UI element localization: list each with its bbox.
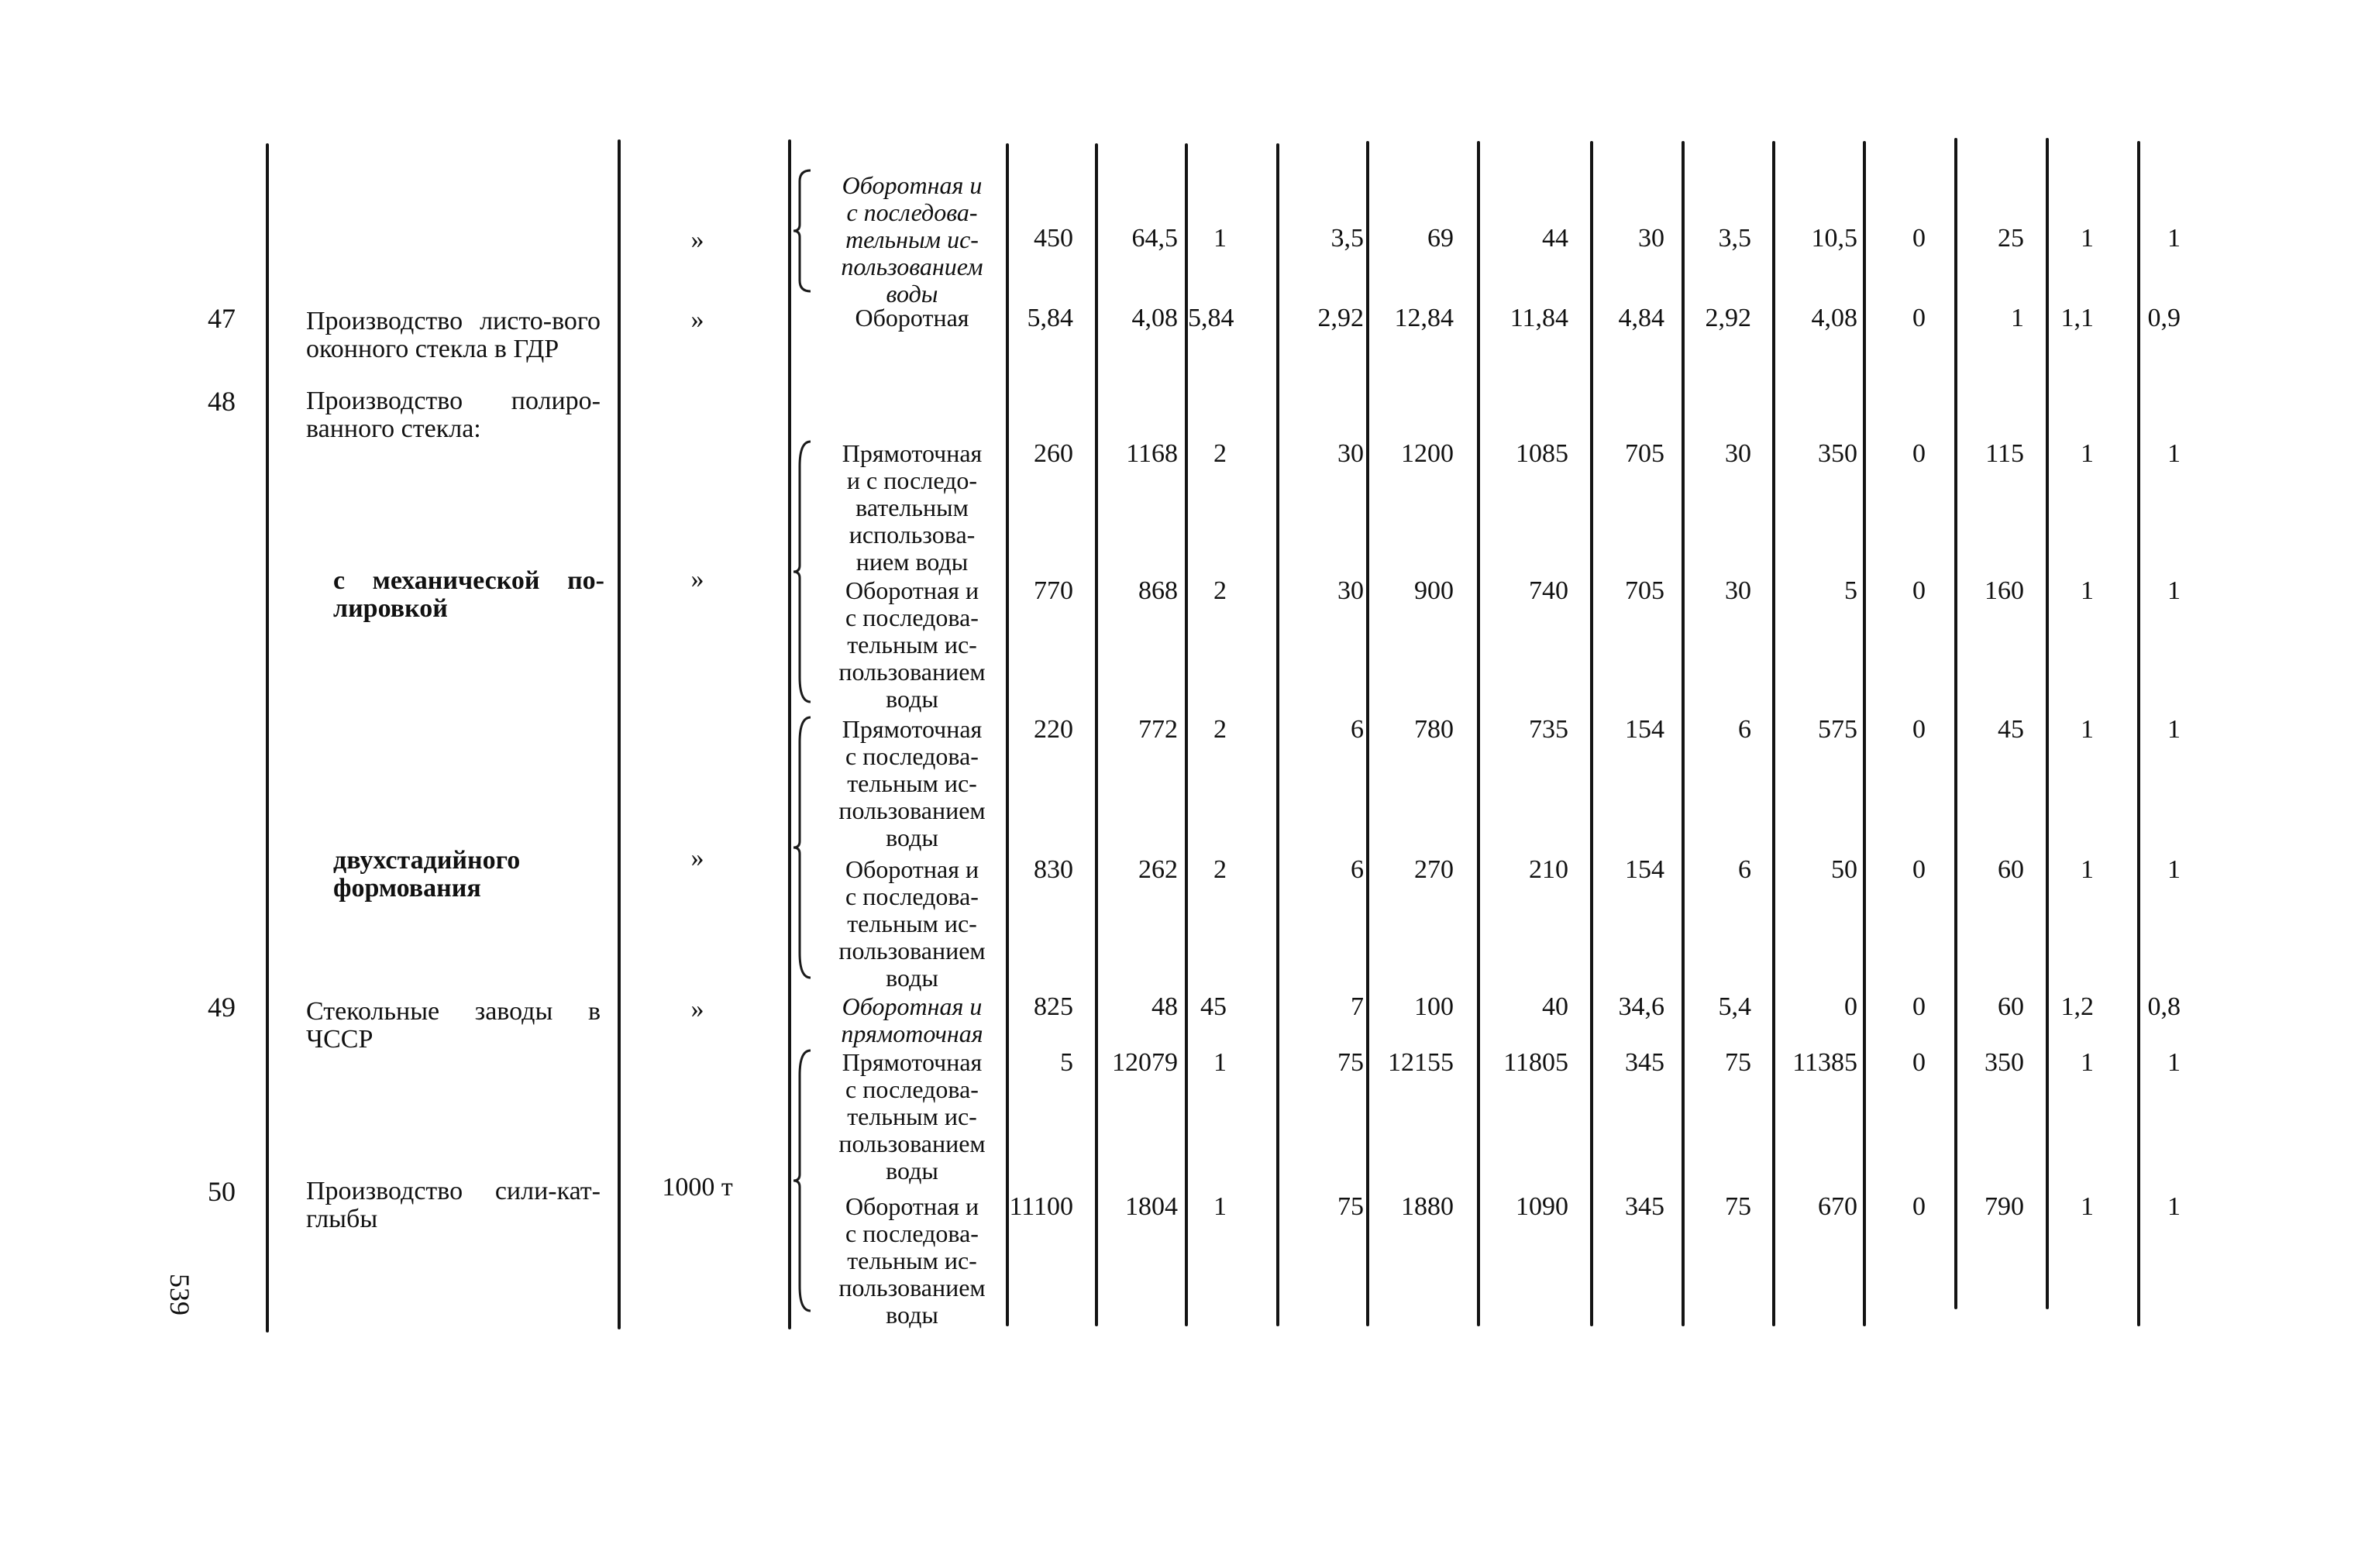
table-cell: 45 [1998,715,2024,744]
table-cell: 770 [1034,576,1073,605]
table-cell: 0 [1912,576,1926,605]
row-number: 49 [208,992,236,1023]
table-cell: 0 [1912,439,1926,468]
brace-mark [792,169,815,293]
table-cell: 25 [1998,224,2024,253]
table-cell: 1,1 [2060,304,2094,332]
brace-mark [792,1049,815,1312]
table-cell: 30 [1337,439,1364,468]
row-number: 47 [208,303,236,334]
table-cell: 11385 [1792,1048,1857,1077]
column-rule [788,139,791,1329]
table-cell: 0 [1912,1192,1926,1221]
table-cell: 868 [1138,576,1178,605]
water-scheme: Оборотная и с последова- тельным ис- пользованием воды [838,855,986,992]
table-cell: 12155 [1388,1048,1454,1077]
table-cell: 154 [1625,855,1664,884]
table-cell: 1 [2167,439,2181,468]
table-cell: 34,6 [1618,992,1664,1021]
table-cell: 1804 [1125,1192,1178,1221]
table-cell: 2 [1213,439,1227,468]
table-cell: 64,5 [1131,224,1178,253]
table-cell: 1 [2081,224,2094,253]
table-cell: 69 [1427,224,1454,253]
table-cell: 735 [1529,715,1568,744]
table-cell: 154 [1625,715,1664,744]
table-cell: 48 [1151,992,1178,1021]
table-cell: 345 [1625,1192,1664,1221]
table-cell: 740 [1529,576,1568,605]
water-scheme: Оборотная и с последова- тельным ис- пользованием воды [838,1192,986,1329]
table-cell: 260 [1034,439,1073,468]
table-cell: 0 [1912,304,1926,332]
table-cell: 345 [1625,1048,1664,1077]
table-cell: 220 [1034,715,1073,744]
table-cell: 450 [1034,224,1073,253]
column-rule [266,143,269,1332]
row-label: Производство листо-вого оконного стекла в ГДР [306,307,601,363]
table-cell: 30 [1725,576,1751,605]
table-cell: 6 [1351,855,1364,884]
table-cell: 670 [1818,1192,1857,1221]
table-cell: 50 [1831,855,1857,884]
table-cell: 5 [1844,576,1857,605]
table-cell: 11100 [1009,1192,1073,1221]
unit-cell: » [690,995,704,1023]
table-cell: 1 [2167,715,2181,744]
table-cell: 3,5 [1330,224,1364,253]
row-label: Стекольные заводы в ЧССР [306,997,601,1054]
table-cell: 75 [1725,1048,1751,1077]
table-cell: 772 [1138,715,1178,744]
table-cell: 1 [2081,439,2094,468]
water-scheme: Оборотная [855,304,969,332]
table-cell: 0 [1912,715,1926,744]
table-cell: 75 [1337,1192,1364,1221]
water-scheme: Прямоточная с последова- тельным ис- пользованием воды [838,1048,986,1185]
table-cell: 1 [2167,1048,2181,1077]
table-cell: 1880 [1401,1192,1454,1221]
table-cell: 575 [1818,715,1857,744]
table-cell: 0 [1912,855,1926,884]
table-cell: 6 [1351,715,1364,744]
water-scheme: Прямоточная с последова- тельным ис- пользованием воды [838,715,986,851]
table-cell: 1 [1213,1048,1227,1077]
row-sublabel: двухстадийного формования [333,846,521,903]
table-cell: 6 [1738,855,1751,884]
table-cell: 2,92 [1317,304,1364,332]
table-cell: 6 [1738,715,1751,744]
table-cell: 270 [1414,855,1454,884]
table-cell: 900 [1414,576,1454,605]
table-cell: 30 [1638,224,1664,253]
table-cell: 780 [1414,715,1454,744]
table-cell: 1,2 [2060,992,2094,1021]
table-cell: 40 [1542,992,1568,1021]
table-cell: 11,84 [1509,304,1568,332]
table-cell: 60 [1998,855,2024,884]
table-cell: 1 [2167,576,2181,605]
unit-cell: » [690,844,704,872]
table-cell: 115 [1985,439,2024,468]
table-cell: 210 [1529,855,1568,884]
table-cell: 1 [2081,576,2094,605]
table-cell: 1 [2167,1192,2181,1221]
water-scheme: Оборотная и с последова- тельным ис- пользованием воды [841,171,983,308]
table-cell: 0,9 [2147,304,2181,332]
table-cell: 830 [1034,855,1073,884]
water-scheme: Оборотная и с последова- тельным ис- пользованием воды [838,576,986,713]
table-cell: 2 [1213,855,1227,884]
table-cell: 0 [1912,224,1926,253]
table-cell: 4,08 [1131,304,1178,332]
table-cell: 1 [2081,715,2094,744]
unit-cell: 1000 т [662,1173,733,1202]
table-cell: 350 [1818,439,1857,468]
table-cell: 7 [1351,992,1364,1021]
table-cell: 2 [1213,576,1227,605]
table-cell: 1 [2081,1048,2094,1077]
table-cell: 1 [1213,224,1227,253]
table-cell: 790 [1985,1192,2024,1221]
table-cell: 75 [1725,1192,1751,1221]
brace-mark [792,440,815,703]
column-rule [618,139,621,1329]
table-cell: 1 [2011,304,2024,332]
table-cell: 45 [1200,992,1227,1021]
table-cell: 0 [1912,992,1926,1021]
table-cell: 0,8 [2147,992,2181,1021]
row-number: 48 [208,386,236,417]
page-number: 539 [164,1274,195,1315]
table-cell: 11805 [1503,1048,1568,1077]
table-cell: 2 [1213,715,1227,744]
table-cell: 12079 [1112,1048,1178,1077]
row-label: Производство сили-кат-глыбы [306,1177,601,1233]
table-cell: 1 [2167,224,2181,253]
unit-cell: » [690,225,704,254]
unit-cell: » [690,305,704,334]
table-cell: 1168 [1126,439,1178,468]
table-cell: 5 [1060,1048,1073,1077]
table-cell: 0 [1844,992,1857,1021]
row-sublabel: с механической по-лировкой [333,566,604,623]
water-scheme: Оборотная и прямоточная [841,992,983,1047]
table-cell: 30 [1725,439,1751,468]
brace-mark [792,716,815,979]
table-cell: 160 [1985,576,2024,605]
table-cell: 262 [1138,855,1178,884]
table-cell: 5,84 [1027,304,1073,332]
table-cell: 75 [1337,1048,1364,1077]
table-cell: 1085 [1516,439,1568,468]
table-cell: 44 [1542,224,1568,253]
table-cell: 825 [1034,992,1073,1021]
table-cell: 12,84 [1394,304,1454,332]
table-cell: 1200 [1401,439,1454,468]
unit-cell: » [690,565,704,593]
table-cell: 4,08 [1811,304,1857,332]
table-cell: 4,84 [1618,304,1664,332]
table-cell: 3,5 [1718,224,1751,253]
table-cell: 350 [1985,1048,2024,1077]
table-cell: 100 [1414,992,1454,1021]
table-cell: 5,84 [1188,304,1234,332]
table-cell: 30 [1337,576,1364,605]
row-label: Производство полиро-ванного стекла: [306,387,601,443]
table-cell: 1 [2081,855,2094,884]
table-cell: 1090 [1516,1192,1568,1221]
table-cell: 10,5 [1811,224,1857,253]
table-cell: 60 [1998,992,2024,1021]
table-cell: 1 [2167,855,2181,884]
table-cell: 1 [2081,1192,2094,1221]
table-cell: 705 [1625,576,1664,605]
table-cell: 0 [1912,1048,1926,1077]
table-cell: 5,4 [1718,992,1751,1021]
table-cell: 705 [1625,439,1664,468]
table-cell: 2,92 [1705,304,1751,332]
water-scheme: Прямоточная и с последо- вательным использова- нием воды [842,439,983,576]
row-number: 50 [208,1176,236,1207]
table-cell: 1 [1213,1192,1227,1221]
